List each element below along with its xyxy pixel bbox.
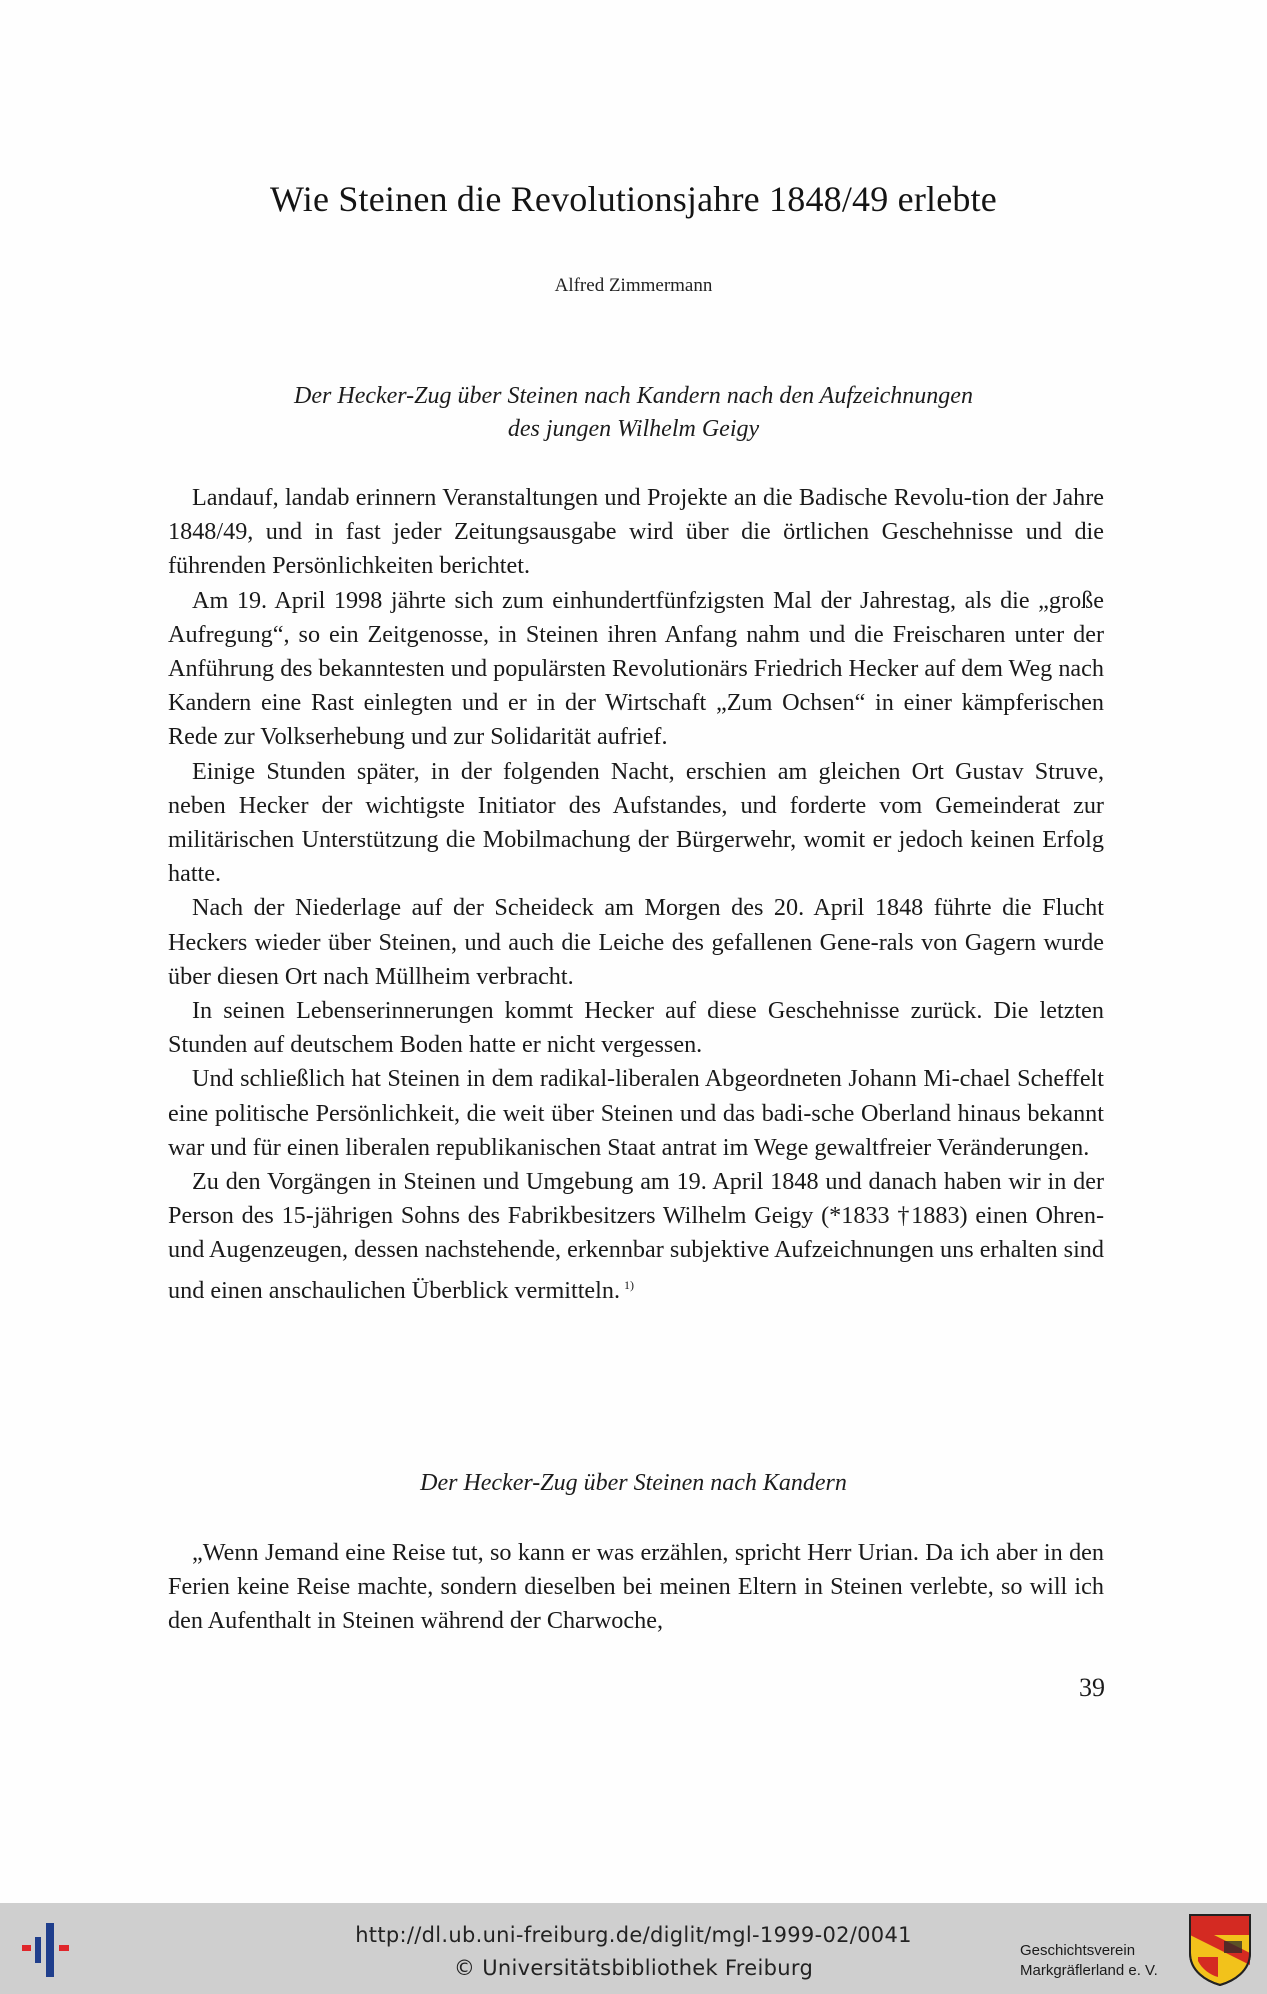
- quote-paragraph: „Wenn Jemand eine Reise tut, so kann er was erzählen, spricht Herr Urian. Da ich aber in den Ferien keine Reise machte, sondern dieselben bei meinen Eltern in Steinen verlebte, so will ich den Aufenthalt in Steinen während der Charwoche,: [168, 1539, 1104, 1635]
- quote-subheading: Der Hecker-Zug über Steinen nach Kandern: [420, 1470, 847, 1496]
- article-title: Wie Steinen die Revolutionsjahre 1848/49 erlebte: [270, 179, 997, 219]
- society-line-1: Geschichtsverein: [1020, 1942, 1136, 1959]
- paragraph: Nach der Niederlage auf der Scheideck am Morgen des 20. April 1848 führte die Flucht Heckers wieder über Steinen, und auch die Leiche des gefallenen Gene-rals von Gagern wurde über diesen Ort nach Müllheim verbracht.: [168, 894, 1104, 990]
- society-line-2: Markgräflerland e. V.: [1020, 1962, 1158, 1979]
- footnote-marker: 1): [624, 1277, 635, 1292]
- footer-bar: [0, 1903, 1267, 1994]
- society-name: [1020, 1941, 1158, 1981]
- section-subheading: [0, 380, 1267, 446]
- paragraph: Landauf, landab erinnern Veranstaltungen und Projekte an die Badische Revolu-tion der Jahre 1848/49, und in fast jeder Zeitungsausgabe wird über die örtlichen Geschehnisse und die führenden Persönlichkeiten berichtet.: [168, 484, 1104, 580]
- page-number: 39: [1079, 1673, 1105, 1702]
- paragraph-text: Zu den Vorgängen in Steinen und Umgebung am 19. April 1848 und danach haben wir in der Person des 15-jährigen Sohns des Fabrikbesitzers Wilhelm Geigy (*1833 †1883) einen Ohren- und Augenzeugen, dessen nachstehende, erkennbar subjektive Aufzeichnungen uns erhalten sind und einen anschaulichen Überblick vermitteln.: [168, 1168, 1104, 1304]
- paragraph: Einige Stunden später, in der folgenden Nacht, erschien am gleichen Ort Gustav Struve, neben Hecker der wichtigste Initiator des Aufstandes, und forderte vom Gemeinderat zur militärischen Unterstützung die Mobilmachung der Bürgerwehr, womit er jedoch keinen Erfolg hatte.: [168, 757, 1104, 888]
- subheading-line-1: Der Hecker-Zug über Steinen nach Kandern nach den Aufzeichnungen: [294, 383, 973, 409]
- author-name: Alfred Zimmermann: [554, 275, 713, 296]
- paragraph: Am 19. April 1998 jährte sich zum einhundertfünfzigsten Mal der Jahrestag, als die „große Aufregung“, so ein Zeitgenosse, in Steinen ihren Anfang nahm und die Freischaren unter der Anführung des bekanntesten und populärsten Revolutionärs Friedrich Hecker auf dem Weg nach Kandern eine Rast einlegten und er in der Wirtschaft „Zum Ochsen“ in einer kämpferischen Rede zur Volkserhebung und zur Solidarität aufrief.: [168, 586, 1104, 751]
- quote-body: [168, 1536, 1104, 1639]
- paragraph-with-footnote: [168, 1165, 1104, 1308]
- coat-of-arms-icon[interactable]: [1188, 1913, 1252, 1987]
- subheading-line-2: des jungen Wilhelm Geigy: [507, 416, 760, 442]
- article-body: [168, 481, 1104, 1308]
- permalink-url[interactable]: http://dl.ub.uni-freiburg.de/diglit/mgl-1999-02/0041: [355, 1923, 912, 1947]
- copyright-notice: © Universitätsbibliothek Freiburg: [453, 1956, 814, 1980]
- paragraph: In seinen Lebenserinnerungen kommt Hecker auf diese Geschehnisse zurück. Die letzten Stunden auf deutschem Boden hatte er nicht vergessen.: [168, 997, 1104, 1059]
- paragraph: Und schließlich hat Steinen in dem radikal-liberalen Abgeordneten Johann Mi-chael Scheffelt eine politische Persönlichkeit, die weit über Steinen und das badi-sche Oberland hinaus bekannt war und für einen liberalen republikanischen Staat antrat im Wege gewaltfreier Veränderungen.: [168, 1065, 1104, 1161]
